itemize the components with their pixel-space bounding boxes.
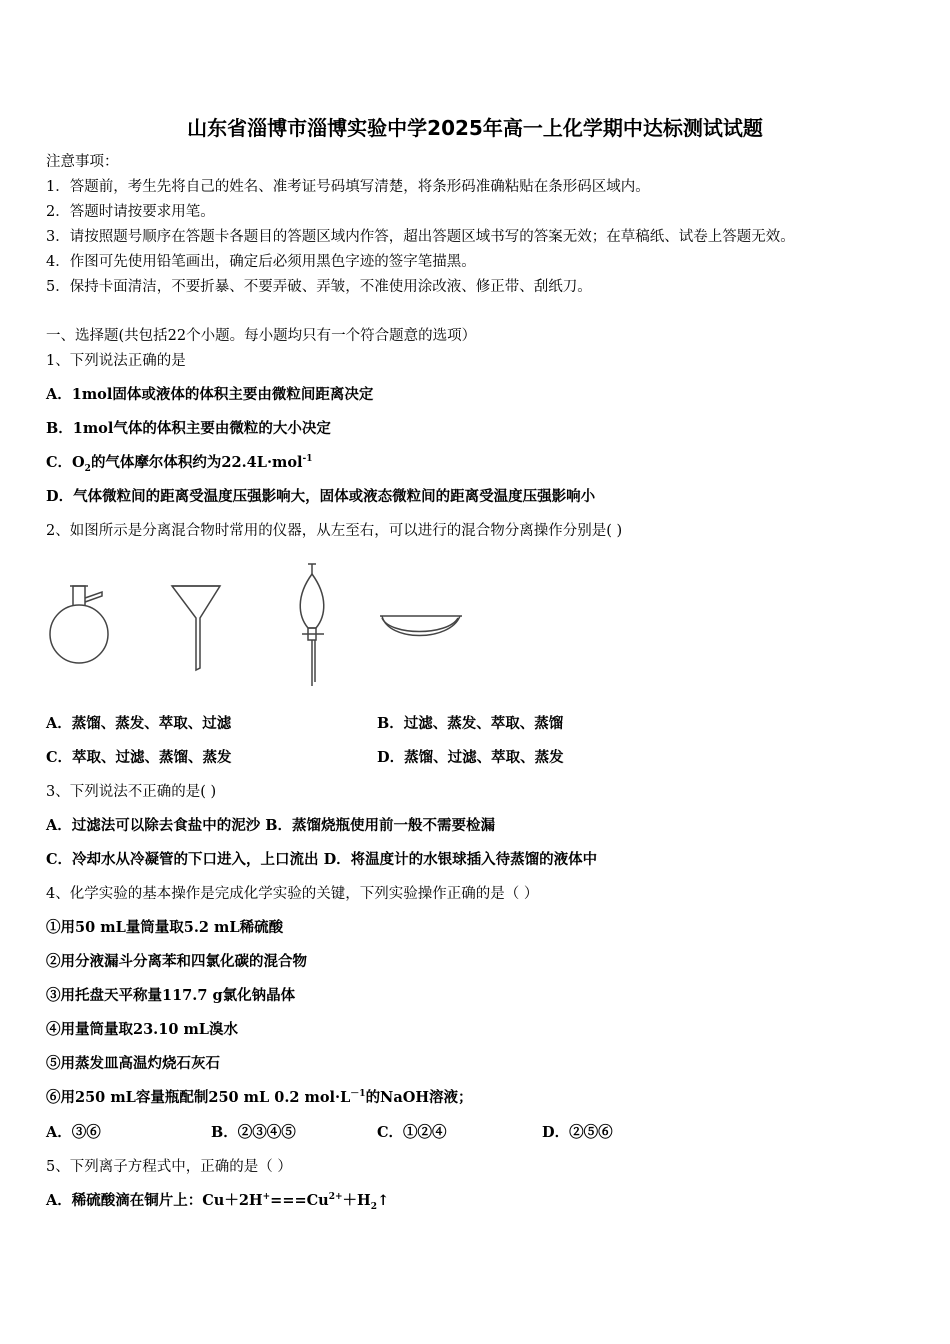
section-heading: 一、选择题(共包括22个小题。每小题均只有一个符合题意的选项）: [46, 328, 477, 344]
q4-option-d: D．②⑤⑥: [542, 1124, 613, 1141]
page-title: 山东省淄博市淄博实验中学2025年高一上化学期中达标测试试题: [187, 116, 763, 140]
q2-option-d: D．蒸馏、过滤、萃取、蒸发: [377, 749, 564, 766]
q4-statement-3: ③用托盘天平称量117.7 g氯化钠晶体: [46, 987, 296, 1004]
q4-option-b: B．②③④⑤: [211, 1124, 296, 1141]
notice-heading: 注意事项：: [46, 154, 119, 170]
q1-option-c: C．$O_2$的气体摩尔体积约为22.4L·mol$^{-1}$: [46, 454, 313, 474]
q4-option-a: A．③⑥: [46, 1124, 101, 1141]
q1-option-d: D．气体微粒间的距离受温度压强影响大，固体或液态微粒间的距离受温度压强影响小: [46, 488, 596, 505]
q1-stem: 1、下列说法正确的是: [46, 353, 186, 369]
q2-stem: 2、如图所示是分离混合物时常用的仪器，从左至右，可以进行的混合物分离操作分别是( ): [46, 523, 623, 539]
q4-stem: 4、化学实验的基本操作是完成化学实验的关键，下列实验操作正确的是（ ）: [46, 886, 539, 902]
notice-item-1: 1．答题前，考生先将自己的姓名、准考证号码填写清楚，将条形码准确粘贴在条形码区域内。: [46, 179, 650, 195]
q3-options-ab: A．过滤法可以除去食盐中的泥沙 B．蒸馏烧瓶使用前一般不需要检漏: [46, 817, 496, 834]
q2-option-b: B．过滤、蒸发、萃取、蒸馏: [377, 715, 564, 732]
distillation-flask-icon: [50, 586, 108, 663]
notice-item-5: 5．保持卡面清洁，不要折暴、不要弄破、弄皱，不准使用涂改液、修正带、刮纸刀。: [46, 279, 592, 295]
q4-statement-2: ②用分液漏斗分离苯和四氯化碳的混合物: [46, 953, 307, 970]
notice-item-3: 3．请按照题号顺序在答题卡各题目的答题区域内作答，超出答题区域书写的答案无效；在草稿纸、试卷上答题无效。: [46, 229, 795, 245]
q3-stem: 3、下列说法不正确的是( ): [46, 784, 217, 800]
q4-statement-5: ⑤用蒸发皿高温灼烧石灰石: [46, 1055, 220, 1072]
q4-option-c: C．①②④: [377, 1124, 447, 1141]
separatory-funnel-icon: [300, 564, 324, 686]
q5-stem: 5、下列离子方程式中，正确的是（ ）: [46, 1159, 292, 1175]
q2-option-a: A．蒸馏、蒸发、萃取、过滤: [46, 715, 232, 732]
apparatus-figure: [40, 556, 480, 696]
q4-statement-4: ④用量筒量取23.10 mL溴水: [46, 1021, 238, 1038]
notice-item-4: 4．作图可先使用铅笔画出，确定后必须用黑色字迹的签字笔描黑。: [46, 254, 476, 270]
q5-option-a: A．稀硫酸滴在铜片上：$Cu+2H^+===Cu^{2+}+H_2↑$: [46, 1192, 390, 1212]
q4-statement-1: ①用50 mL量筒量取5.2 mL稀硫酸: [46, 919, 284, 936]
evaporating-dish-icon: [380, 616, 462, 636]
q1-option-b: B．1mol气体的体积主要由微粒的大小决定: [46, 420, 331, 437]
notice-item-2: 2．答题时请按要求用笔。: [46, 204, 215, 220]
funnel-icon: [172, 586, 220, 670]
q3-options-cd: C．冷却水从冷凝管的下口进入，上口流出 D．将温度计的水银球插入待蒸馏的液体中: [46, 851, 598, 868]
q2-option-c: C．萃取、过滤、蒸馏、蒸发: [46, 749, 232, 766]
q1-option-a: A．1mol固体或液体的体积主要由微粒间距离决定: [46, 386, 374, 403]
q4-statement-6: ⑥用250 mL容量瓶配制250 mL 0.2 $mol\cdot L^{-1}$的NaOH溶液；: [46, 1089, 473, 1106]
